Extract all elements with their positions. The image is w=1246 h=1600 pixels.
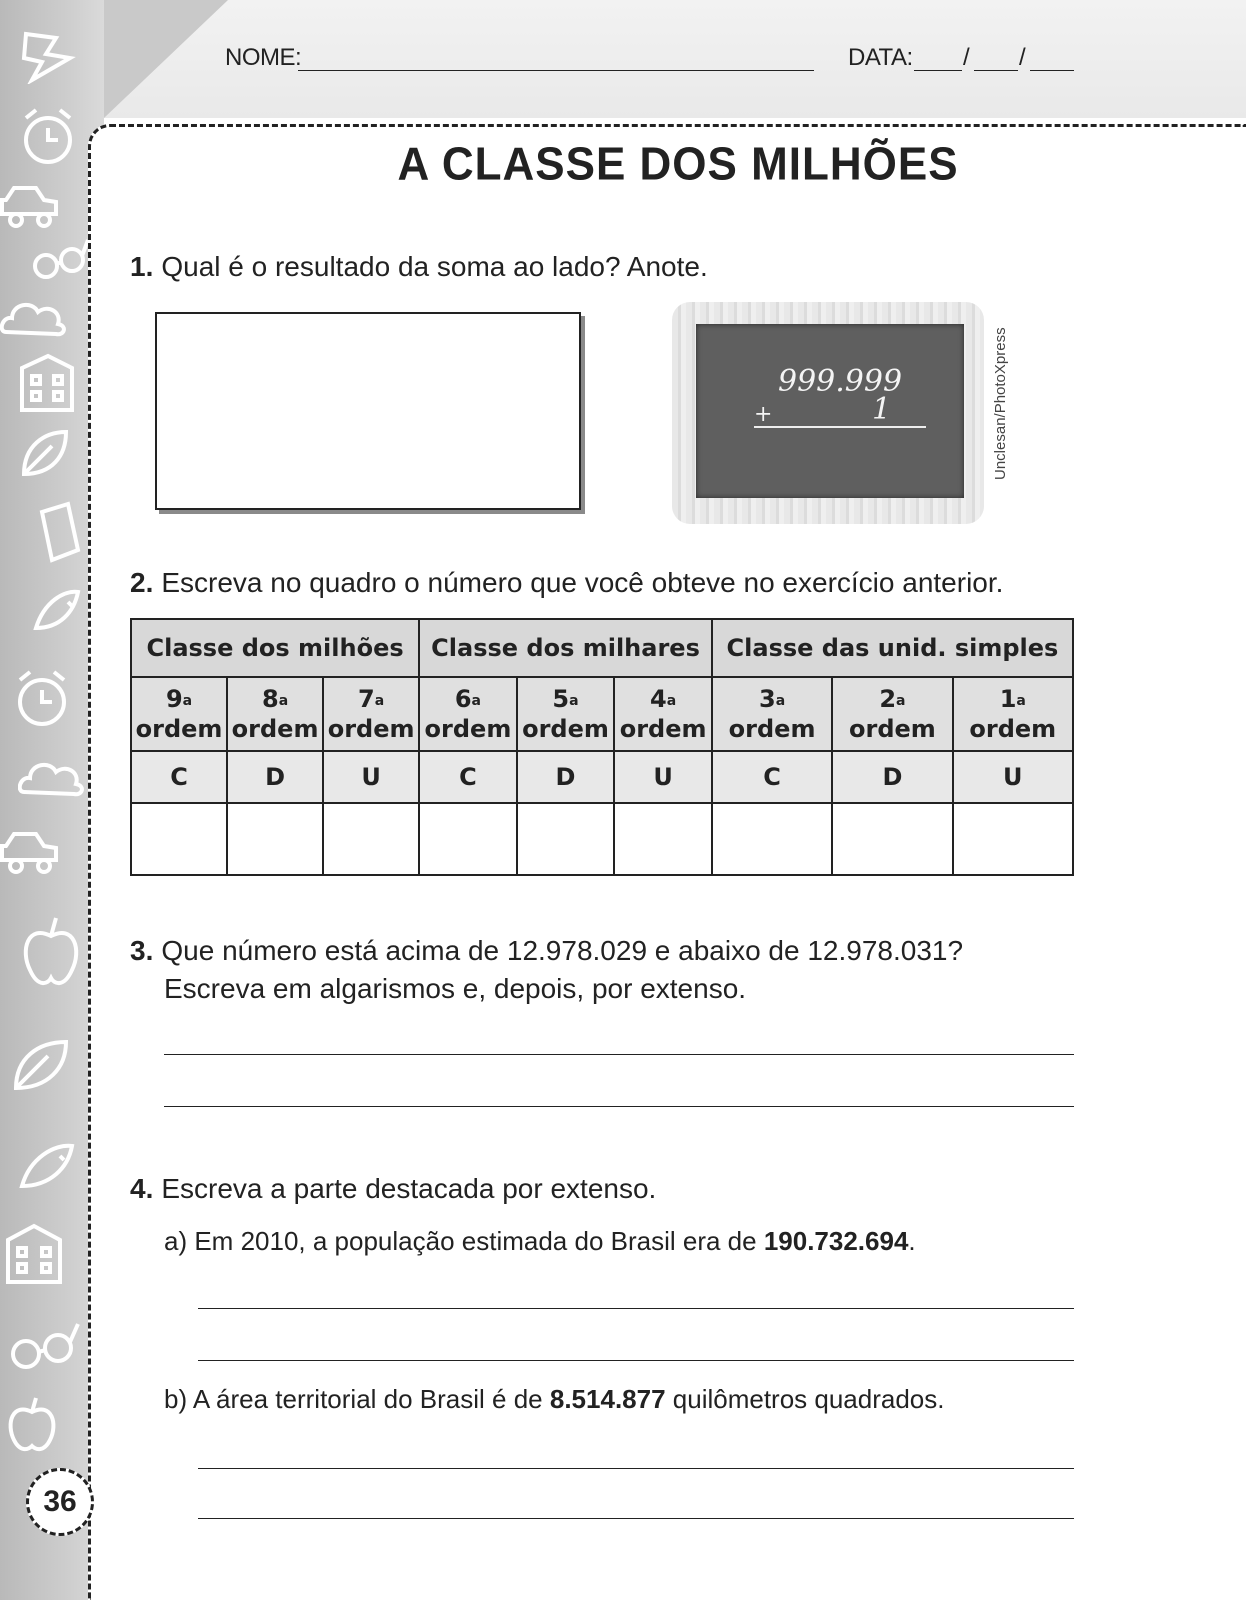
cdu-cell: U [614, 751, 712, 803]
glasses-icon [6, 1318, 82, 1374]
date-day-field[interactable] [914, 70, 962, 71]
order-cell [227, 677, 323, 751]
question-4b-prefix: b) A área territorial do Brasil é de [164, 1384, 550, 1414]
order-cell [712, 677, 832, 751]
order-word: ordem [135, 715, 223, 743]
highlighted-number: 190.732.694 [763, 1226, 909, 1256]
order-word: ordem [522, 715, 609, 743]
highlighted-number: 8.514.877 [549, 1384, 666, 1414]
order-number: 2 [879, 685, 897, 713]
page-number: 36 [26, 1468, 94, 1536]
lightning-icon [18, 28, 78, 84]
order-row [131, 677, 1073, 751]
order-cell [517, 677, 615, 751]
chalkboard-surface [696, 324, 964, 498]
order-cell [832, 677, 952, 751]
chalk-bottom-number: 1 [872, 392, 892, 427]
order-number: 8 [261, 685, 279, 713]
order-word: ordem [327, 715, 415, 743]
order-ordinal: a [569, 693, 579, 709]
order-cell [131, 677, 227, 751]
question-number: 3. [130, 935, 154, 966]
order-word: ordem [231, 715, 319, 743]
cdu-cell: D [517, 751, 615, 803]
answer-line[interactable] [164, 1054, 1074, 1055]
place-value-table [130, 618, 1074, 876]
question-text: Que número está acima de 12.978.029 e abaixo de 12.978.031? [161, 935, 964, 966]
answer-cell[interactable] [517, 803, 615, 875]
answer-cell[interactable] [323, 803, 419, 875]
order-cell [614, 677, 712, 751]
leaf-icon [8, 1036, 74, 1096]
answer-line[interactable] [164, 1106, 1074, 1107]
answer-cell[interactable] [227, 803, 323, 875]
order-ordinal: a [666, 693, 677, 709]
fish-icon [16, 1136, 82, 1196]
chalkboard-image [672, 302, 984, 524]
order-number: 7 [358, 685, 375, 713]
order-word: ordem [728, 715, 816, 743]
answer-line[interactable] [198, 1308, 1074, 1309]
book-icon [34, 500, 84, 566]
question-4 [130, 1170, 656, 1208]
order-number: 9 [165, 685, 183, 713]
question-4b [164, 1384, 945, 1415]
leaf-icon [16, 426, 72, 482]
name-field[interactable] [298, 70, 814, 71]
order-ordinal: a [374, 693, 385, 709]
order-cell [419, 677, 517, 751]
order-cell [953, 677, 1073, 751]
building-icon [0, 1220, 70, 1286]
question-4b-suffix: quilômetros quadrados. [665, 1384, 945, 1414]
order-word: ordem [969, 715, 1057, 743]
answer-cell[interactable] [614, 803, 712, 875]
chalk-sum-line [754, 426, 926, 428]
class-header-row [131, 619, 1073, 677]
chalk-plus-sign: + [754, 402, 773, 427]
cdu-cell: C [131, 751, 227, 803]
car-icon [0, 826, 62, 878]
cdu-cell: D [832, 751, 952, 803]
order-ordinal: a [896, 693, 906, 709]
alarm-clock-icon [10, 666, 74, 730]
glasses-icon [30, 234, 90, 284]
order-word: ordem [619, 715, 707, 743]
date-month-field[interactable] [974, 70, 1018, 71]
question-text: Escreva no quadro o número que você obteve no exercício anterior. [161, 567, 1004, 598]
order-number: 1 [999, 685, 1017, 713]
question-4a-prefix: a) Em 2010, a população estimada do Brasil era de [164, 1226, 764, 1256]
date-separator: / [963, 44, 970, 71]
order-ordinal: a [471, 693, 481, 709]
order-ordinal: a [182, 693, 193, 709]
order-ordinal: a [1016, 693, 1026, 709]
answer-line[interactable] [198, 1360, 1074, 1361]
question-1 [130, 248, 708, 286]
date-year-field[interactable] [1030, 70, 1074, 71]
question-3-line-2: Escreva em algarismos e, depois, por extenso. [164, 973, 747, 1004]
class-units-header: Classe das unid. simples [712, 619, 1073, 677]
order-number: 5 [552, 685, 570, 713]
order-cell [323, 677, 419, 751]
cdu-cell: D [227, 751, 323, 803]
answer-line[interactable] [198, 1518, 1074, 1519]
fish-icon [30, 582, 86, 638]
building-icon [14, 350, 80, 414]
cdu-row [131, 751, 1073, 803]
order-ordinal: a [775, 693, 786, 709]
cdu-cell: C [419, 751, 517, 803]
answer-cell[interactable] [953, 803, 1073, 875]
cdu-cell: C [712, 751, 832, 803]
answer-cell[interactable] [712, 803, 832, 875]
answer-cell[interactable] [131, 803, 227, 875]
order-ordinal: a [278, 693, 289, 709]
chalk-top-number: 999.999 [778, 364, 903, 399]
class-millions-header: Classe dos milhões [131, 619, 419, 677]
apple-icon [18, 912, 84, 994]
answer-cell[interactable] [832, 803, 952, 875]
date-label: DATA: [848, 44, 913, 71]
corner-fold [104, 0, 228, 118]
class-thousands-header: Classe dos milhares [419, 619, 712, 677]
question-4a-suffix: . [908, 1226, 916, 1256]
order-number: 4 [650, 685, 667, 713]
cloud-icon [18, 756, 88, 800]
question-4a [164, 1226, 916, 1257]
cdu-cell: U [323, 751, 419, 803]
cdu-cell: U [953, 751, 1073, 803]
question-text: Escreva a parte destacada por extenso. [161, 1173, 657, 1204]
answer-cell[interactable] [419, 803, 517, 875]
answer-row [131, 803, 1073, 875]
name-label: NOME: [225, 44, 302, 71]
order-word: ordem [424, 715, 512, 743]
question-number: 4. [130, 1173, 154, 1204]
apple-icon [4, 1392, 60, 1456]
question-2 [130, 564, 1003, 602]
order-number: 3 [759, 685, 776, 713]
answer-line[interactable] [198, 1468, 1074, 1469]
page-title: A CLASSE DOS MILHÕES [397, 138, 959, 191]
date-separator: / [1019, 44, 1026, 71]
photo-credit: Unclesan/PhotoXpress [992, 327, 1009, 480]
answer-box[interactable] [155, 312, 581, 510]
question-3 [130, 932, 963, 970]
order-word: ordem [849, 715, 936, 743]
question-number: 2. [130, 567, 154, 598]
question-text: Qual é o resultado da soma ao lado? Anote. [161, 251, 708, 282]
order-number: 6 [454, 685, 472, 713]
question-number: 1. [130, 251, 154, 282]
cloud-icon [0, 296, 70, 340]
